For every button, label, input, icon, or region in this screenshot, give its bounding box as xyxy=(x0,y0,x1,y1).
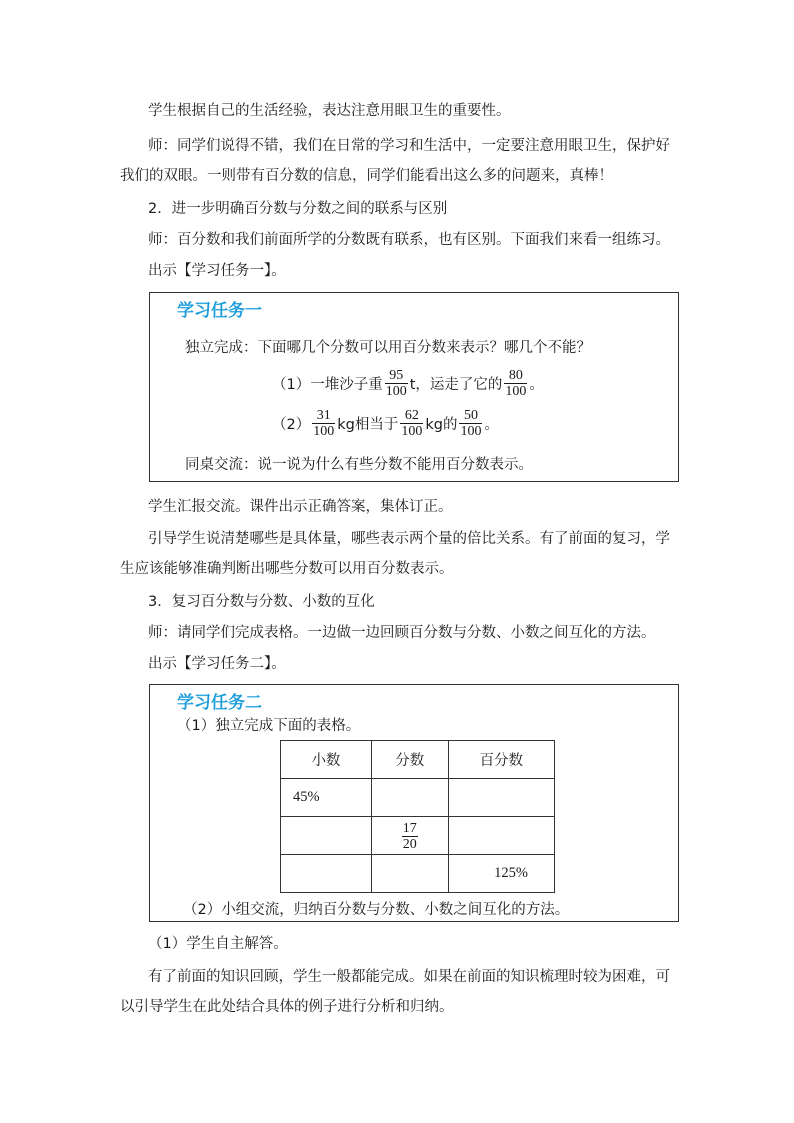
fraction-numerator: 17 xyxy=(402,820,417,836)
task1-q2-mid1: kg相当于 xyxy=(337,416,399,433)
fraction-62-100 xyxy=(400,408,423,439)
table-cell-45-percent: 45% xyxy=(281,779,372,817)
paragraph-teacher-praise: 师：同学们说得不错，我们在日常的学习和生活中，一定要注意用眼卫生，保护好我们的双眼。一则带有百分数的信息，同学们能看出这么多的问题来，真棒！ xyxy=(120,138,670,184)
table-row xyxy=(281,855,555,893)
task2-title: 学习任务二 xyxy=(177,693,262,713)
task1-discuss-text: 同桌交流：说一说为什么有些分数不能用百分数表示。 xyxy=(185,457,533,473)
table-cell-empty[interactable] xyxy=(281,855,372,893)
fraction-denominator: 100 xyxy=(401,423,423,439)
table-header-percent: 百分数 xyxy=(448,741,554,779)
conversion-table xyxy=(280,740,555,893)
table-cell-fraction-17-20 xyxy=(371,817,448,855)
fraction-numerator: 31 xyxy=(316,407,331,423)
task1-q2-suffix: 。 xyxy=(484,416,499,433)
fraction-31-100 xyxy=(312,408,335,439)
task2-step2-text: （2）小组交流，归纳百分数与分数、小数之间互化的方法。 xyxy=(183,902,570,918)
fraction-50-100 xyxy=(459,408,482,439)
table-cell-empty[interactable] xyxy=(448,779,554,817)
fraction-95-100 xyxy=(385,368,408,399)
task2-step2 xyxy=(183,898,569,919)
paragraph-student-experience: 学生根据自己的生活经验，表达注意用眼卫生的重要性。 xyxy=(148,103,511,119)
fraction-numerator: 80 xyxy=(508,367,523,383)
fraction-80-100 xyxy=(504,368,527,399)
task1-q1-suffix: 。 xyxy=(529,376,544,393)
fraction-numerator: 95 xyxy=(389,367,404,383)
task1-q1-mid: t，运走了它的 xyxy=(409,376,503,393)
task2-step1-text: （1）独立完成下面的表格。 xyxy=(177,718,361,734)
task1-intro xyxy=(185,336,591,357)
task1-q2-prefix: （2） xyxy=(272,416,311,433)
table-cell-empty[interactable] xyxy=(281,817,372,855)
paragraph-knowledge-review: 有了前面的知识回顾，学生一般都能完成。如果在前面的知识梳理时较为困难，可以引导学生在此处结合具体的例子进行分析和归纳。 xyxy=(120,969,670,1015)
fraction-denominator: 100 xyxy=(460,423,482,439)
task2-step1 xyxy=(177,714,360,735)
paragraph-student-report: 学生汇报交流。课件出示正确答案，集体订正。 xyxy=(148,499,453,515)
fraction-numerator: 62 xyxy=(404,407,419,423)
task1-intro-text: 独立完成：下面哪几个分数可以用百分数来表示？哪几个不能？ xyxy=(185,340,591,356)
fraction-denominator: 20 xyxy=(402,836,417,852)
task1-q2-mid2: kg的 xyxy=(425,416,458,433)
fraction-denominator: 100 xyxy=(313,423,335,439)
paragraph-teacher-table: 师：请同学们完成表格。一边做一边回顾百分数与分数、小数之间互化的方法。 xyxy=(148,625,656,641)
paragraph-show-task1: 出示【学习任务一】。 xyxy=(148,263,286,279)
task1-question-1 xyxy=(272,366,544,400)
table-cell-empty[interactable] xyxy=(371,779,448,817)
section-heading-3: 3．复习百分数与分数、小数的互化 xyxy=(148,594,375,610)
paragraph-guide-students: 引导学生说清楚哪些是具体量，哪些表示两个量的倍比关系。有了前面的复习，学生应该能够准确判断出哪些分数可以用百分数表示。 xyxy=(120,531,670,577)
fraction-denominator: 100 xyxy=(385,383,407,399)
paragraph-self-solve: （1）学生自主解答。 xyxy=(148,936,288,952)
table-row xyxy=(281,779,555,817)
task1-question-2 xyxy=(272,406,499,440)
table-cell-empty[interactable] xyxy=(371,855,448,893)
table-row xyxy=(281,817,555,855)
paragraph-show-task2: 出示【学习任务二】。 xyxy=(148,656,286,672)
table-cell-125-percent: 125% xyxy=(448,855,554,893)
table-header-decimal: 小数 xyxy=(281,741,372,779)
paragraph-teacher-intro-task1: 师：百分数和我们前面所学的分数既有联系，也有区别。下面我们来看一组练习。 xyxy=(148,232,670,248)
fraction-denominator: 100 xyxy=(505,383,527,399)
table-cell-empty[interactable] xyxy=(448,817,554,855)
section-heading-2: 2．进一步明确百分数与分数之间的联系与区别 xyxy=(148,201,448,217)
table-header-row xyxy=(281,741,555,779)
fraction-numerator: 50 xyxy=(463,407,478,423)
task1-q1-prefix: （1）一堆沙子重 xyxy=(272,376,383,393)
fraction-17-20 xyxy=(402,821,418,852)
task1-discuss xyxy=(185,453,533,474)
task1-title: 学习任务一 xyxy=(177,301,262,321)
table-header-fraction: 分数 xyxy=(371,741,448,779)
